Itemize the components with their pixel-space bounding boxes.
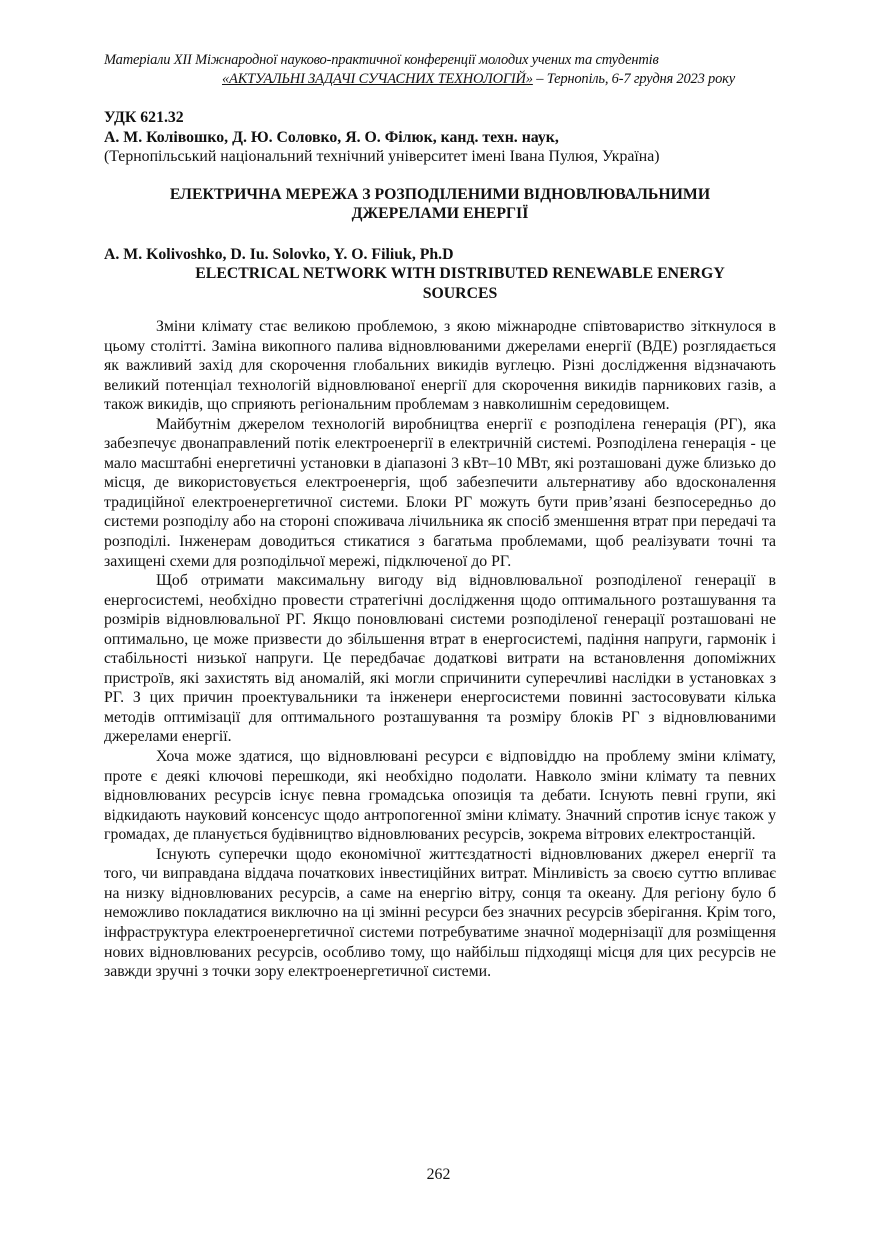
title-uk: ЕЛЕКТРИЧНА МЕРЕЖА З РОЗПОДІЛЕНИМИ ВІДНОВЛЮВАЛЬНИМИ ДЖЕРЕЛАМИ ЕНЕРГІЇ: [169, 185, 711, 222]
affiliation: (Тернопільський національний технічний університет імені Івана Пулюя, Україна): [104, 148, 660, 165]
article-front-matter: [104, 108, 776, 303]
header-line-1: Матеріали XII Міжнародної науково-практичної конференції молодих учених та студентів: [104, 52, 659, 68]
conference-place-date: – Тернопіль, 6-7 грудня 2023 року: [532, 71, 735, 87]
authors-uk: А. М. Колівошко, Д. Ю. Соловко, Я. О. Філюк, канд. техн. наук,: [104, 128, 559, 146]
running-header: [104, 51, 784, 89]
paragraph: Хоча може здатися, що відновлювані ресурси є відповіддю на проблему зміни клімату, проте є деякі ключові перешкоди, які необхідно подолати. Навколо зміни клімату та певних відновлюваних ресурсів існує певна громадська опозиція та дебати. Існують певні групи, які відкидають науковий консенсус щодо антропогенної зміни клімату. Значний спротив існує також у громадах, де планується будівництво відновлюваних ресурсів, зокрема вітрових електростанцій.: [104, 748, 776, 844]
authors-en: A. M. Kolivoshko, D. Iu. Solovko, Y. O. Filiuk, Ph.D: [104, 245, 454, 263]
paragraph: Щоб отримати максимальну вигоду від відновлювальної розподіленої генерації в енергосистемі, необхідно провести стратегічні дослідження щодо оптимального розташування та розмірів відновлювальної РГ. Якщо поновлювані системи розподіленої генерації розташовані не оптимально, це може призвести до збільшення втрат в енергосистемі, падіння напруги, гармонік і стабільності низької напруги. Це передбачає додаткові витрати на встановлення допоміжних пристроїв, які захистять від аномалій, які могли спричинити суперечливі наслідки в установках з РГ. З цих причин проектувальники та інженери енергосистеми повинні застосовувати кілька методів оптимізації для оптимального розташування та розміру блоків РГ з відновлюваними джерелами енергії.: [104, 572, 776, 746]
header-line-2: [104, 70, 784, 89]
paragraph: Існують суперечки щодо економічної життєздатності відновлюваних джерел енергії та того, чи виправдана віддача початкових інвестиційних витрат. Мінливість за своєю суттю впливає на низку відновлюваних ресурсів, а саме на енергію вітру, сонця та океану. Для регіону було б неможливо покладатися виключно на ці змінні ресурси без значних ресурсів зберігання. Крім того, інфраструктура електроенергетичної системи потребуватиме значної модернізації для розміщення нових відновлюваних ресурсів, особливо тому, що найбільш підходящі місця для цих ресурсів не завжди зручні з точки зору електроенергетичної системи.: [104, 845, 776, 981]
paragraph: Майбутнім джерелом технологій виробництва енергії є розподілена генерація (РГ), яка забезпечує двонаправлений потік електроенергії в електричній системі. Розподілена генерація - це мало масштабні енергетичні установки в діапазоні 3 кВт–10 МВт, які розташовані дуже близько до місця, де використовується електроенергія, щоб забезпечити альтернативу або вдосконалення традиційної електроенергетичної системи. Блоки РГ можуть бути прив’язані безпосередньо до системи розподілу або на стороні споживача лічильника як спосіб зменшення втрат при передачі та розподілі. Інженерам доводиться стикатися з багатьма проблемами, щоб реалізувати точні та захищені схеми для розподільчої мережі, підключеної до РГ.: [104, 415, 776, 570]
conference-name: «АКТУАЛЬНІ ЗАДАЧІ СУЧАСНИХ ТЕХНОЛОГІЙ»: [222, 71, 533, 87]
article-body: [104, 317, 776, 982]
udk-code: УДК 621.32: [104, 109, 184, 126]
page-number: 262: [426, 1166, 451, 1183]
paragraph: Зміни клімату стає великою проблемою, з якою міжнародне співтовариство зіткнулося в цьому столітті. Заміна викопного палива відновлюваними джерелами енергії (ВДЕ) розглядається як важливий захід для скорочення глобальних викидів вуглецю. Різні дослідження відзначають великий потенціал технологій відновлюваної енергії для скорочення викидів парникових газів, а також викидів, що сприяють регіональним проблемам з навколишнім середовищем.: [104, 318, 776, 414]
title-en: ELECTRICAL NETWORK WITH DISTRIBUTED RENEWABLE ENERGY SOURCES: [195, 265, 725, 302]
